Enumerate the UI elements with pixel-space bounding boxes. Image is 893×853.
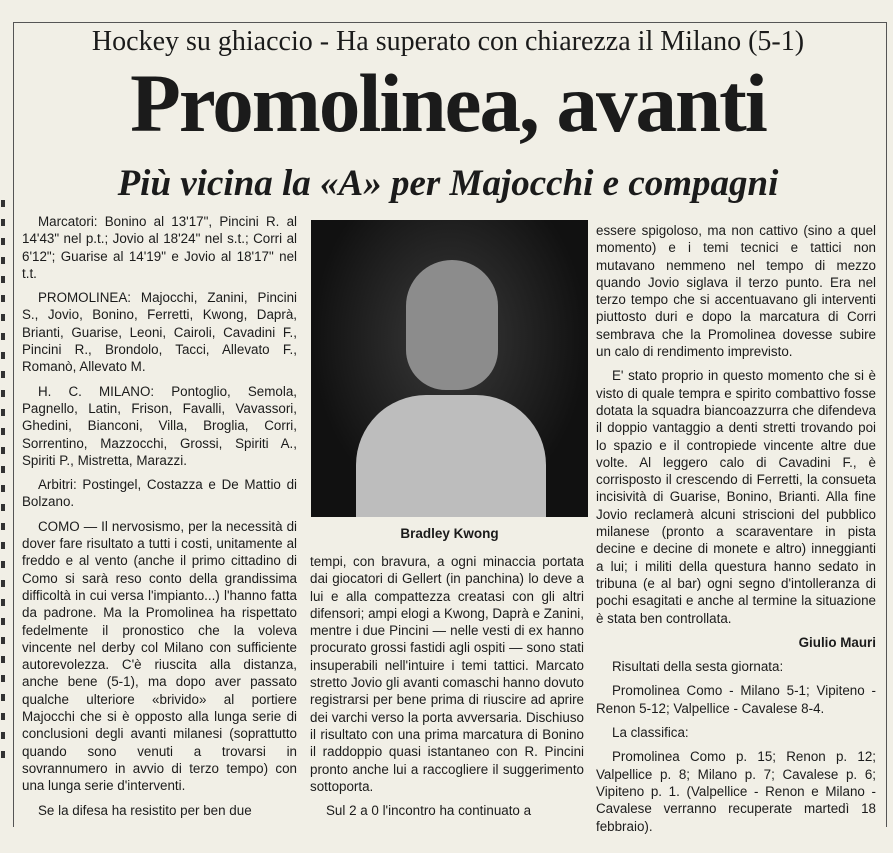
body-paragraph: Se la difesa ha resistito per ben due [38, 802, 252, 818]
article-border-top [13, 22, 887, 23]
adjacent-column-residue [0, 200, 8, 770]
body-paragraph: tempi, con bravura, a ogni minaccia portata dai giocatori di Gellert (in panchina) lo deve a lui e alla compattezza creatasi con gli altri difensori; ampi elogi a Kwong, Daprà e Zanini, mentre i due Pincini — nelle vesti di ex hanno procurato grossi fastidi agli ospiti — sono stati insuperabili nell'intuire i temi tattici. Marcato stretto Jovio gli avanti comaschi hanno dovuto registrarsi per bene prima di riuscire ad aprire dei varchi verso la porta avversaria. Dischiuso il risultato con una prima marcatura di Bonino il raddoppio quasi istantaneo con R. Pincini pronto anche lui a raccogliere il suggerimento sottoporta. [310, 554, 584, 794]
headline: Promolinea, avanti [130, 57, 766, 149]
photo-caption: Bradley Kwong [400, 526, 499, 541]
column-2 [310, 553, 584, 826]
results-heading: Risultati della sesta giornata: [612, 659, 784, 675]
scorers-paragraph: Marcatori: Bonino al 13'17", Pincini R. al 14'43" nel p.t.; Jovio al 18'24" nel s.t.; Corri al 6'12"; Guarise al 14'19" e Jovio al 18'17" nel t.t. [22, 214, 297, 281]
article-border-right [886, 22, 887, 827]
body-paragraph: essere spigoloso, ma non cattivo (sino a quel momento) e i temi tecnici e tattici non mutavano nemmeno nel tempo di mezzo quando Jovio siglava il terzo punto. Era nel terzo tempo che si accentuavano gli interventi piuttosto duri e dopo la marcatura di Corri sembrava che la Promolinea dovesse subire un calo di rendimento imprevisto. [596, 223, 876, 360]
kicker: Hockey su ghiaccio - Ha superato con chiarezza il Milano (5-1) [91, 26, 805, 57]
photo-shirt [356, 395, 546, 517]
lineup-milano: H. C. MILANO: Pontoglio, Semola, Pagnello, Latin, Frison, Favalli, Vavassori, Ghedini, Bianconi, Villa, Broglia, Corri, Sorrentino, Mazzocchi, Grossi, Spiriti A., Spiriti P., Mistretta, Marazzi. [22, 383, 297, 468]
article-border-left [13, 22, 14, 827]
results-list: Promolinea Como - Milano 5-1; Vipiteno - Renon 5-12; Valpellice - Cavalese 8-4. [596, 683, 876, 716]
standings-list: Promolinea Como p. 15; Renon p. 12; Valpellice p. 8; Milano p. 7; Cavalese p. 6; Vipiteno p. 1. (Valpellice - Renon e Milano - Cavalese verranno recuperate martedì 18 febbraio). [596, 749, 876, 834]
column-1 [22, 213, 297, 826]
photo-face [406, 260, 498, 390]
referees-paragraph: Arbitri: Postingel, Costazza e De Mattio di Bolzano. [22, 477, 297, 510]
subheadline: Più vicina la «A» per Majocchi e compagni [117, 163, 779, 204]
column-3 [596, 222, 876, 842]
body-paragraph: Sul 2 a 0 l'incontro ha continuato a [326, 803, 532, 819]
author-byline: Giulio Mauri [798, 634, 876, 650]
body-paragraph: E' stato proprio in questo momento che si è visto di quale tempra e spirito combattivo fosse dotata la squadra biancoazzurra che difendeva il doppio vantaggio a denti stretti trovando poi lo spazio e il contropiede vincente altre due volte. Al leggero calo di Cavadini F., è corrisposto il crescendo di Ferretti, la consueta incisività di Guarise, Bonino, Brianti. Alla fine Jovio reclamerà alcuni striscioni del pubblico milanese (pronto a scaraventare in pista decine e decine di monete e altro) inneggianti a lui; i militi della questura hanno sedato in tribuna (e al bar) ogni segno d'intolleranza di pochi esagitati e anche al termine la situazione è stata ben controllata. [596, 368, 876, 626]
body-paragraph: COMO — Il nervosismo, per la necessità di dover fare risultato a tutti i costi, unitamente al freddo e al vento (anche il primo cittadino di Como si sarà reso conto della grandissima difficoltà in cui versa l'impianto...) l'hanno fatta da padrone. Ma la Promolinea ha rispettato fedelmente il pronostico che la voleva vincente nel derby col Milano con sufficiente autorevolezza. C'è riuscita alla distanza, anche bene (5-1), ma dopo aver passato qualche ulteriore «brivido» al portiere Majocchi che si è opposto alla lunga serie di conclusioni degli avanti milanesi (soprattutto quando sono venuti a trovarsi in sovrannumero in avvio di terzo tempo) con una lunga serie d'interventi. [22, 518, 297, 794]
player-photo [311, 220, 588, 517]
standings-heading: La classifica: [612, 725, 689, 741]
lineup-promolinea: PROMOLINEA: Majocchi, Zanini, Pincini S., Jovio, Bonino, Ferretti, Kwong, Daprà, Brianti, Guarise, Leoni, Cairoli, Cavadini F., Pincini R., Brondolo, Tacci, Allevato F., Romanò, Allevato M. [22, 290, 297, 375]
